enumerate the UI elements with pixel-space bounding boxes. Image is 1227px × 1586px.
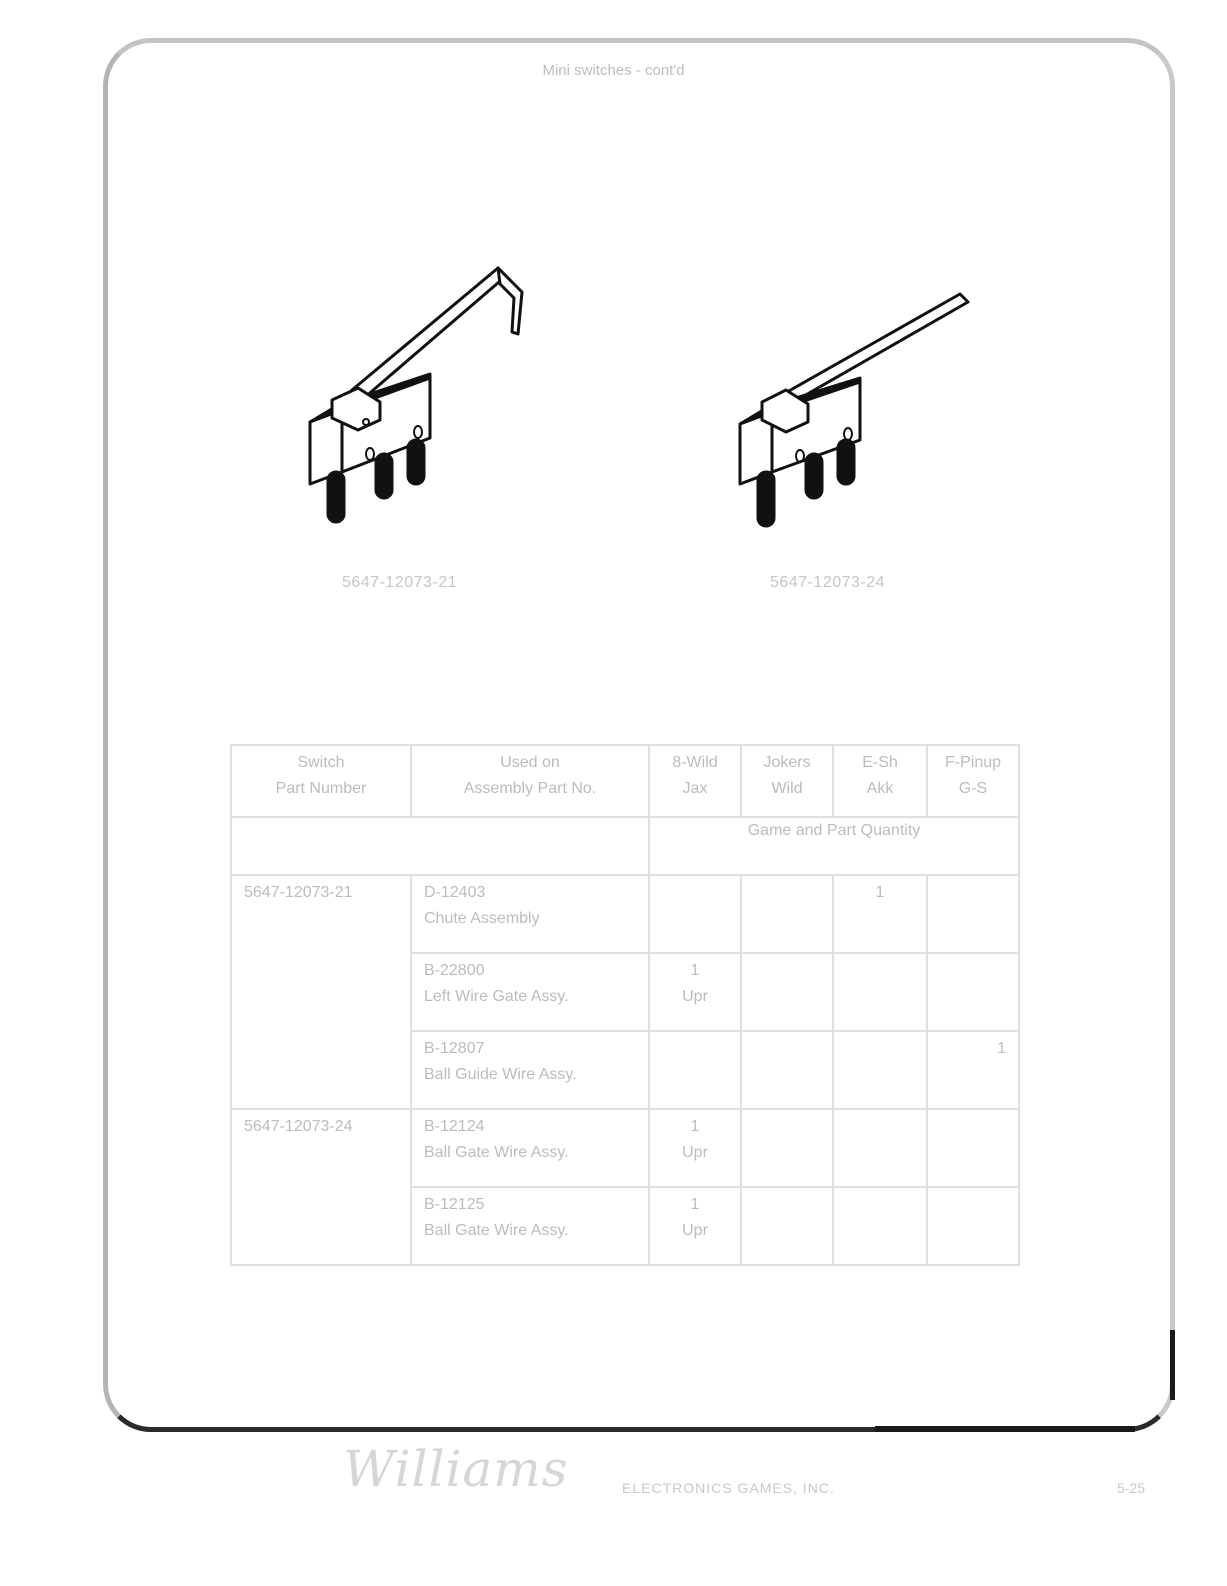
quantity-cell <box>649 1031 741 1109</box>
assembly-description: Ball Gate Wire Assy. <box>424 1144 569 1161</box>
assembly-part-number: B-12125 <box>424 1196 485 1213</box>
quantity-cell <box>741 1109 833 1187</box>
page-header: Mini switches - cont'd <box>542 62 685 79</box>
parts-usage-table <box>230 744 1020 1266</box>
company-name: ELECTRONICS GAMES, INC. <box>622 1480 835 1496</box>
quantity-cell <box>649 875 741 953</box>
assembly-part-number: B-12124 <box>424 1118 485 1135</box>
column-header: Switch Part Number <box>231 745 411 817</box>
assembly-part-number: B-22800 <box>424 962 485 979</box>
quantity-cell: 1 Upr <box>649 1187 741 1265</box>
quantity-cell <box>833 1187 927 1265</box>
figure-caption: 5647-12073-24 <box>770 574 886 591</box>
assembly-cell <box>411 1187 649 1265</box>
page-number: 5-25 <box>1117 1480 1146 1496</box>
column-header: E-Sh Akk <box>833 745 927 817</box>
quantity-cell: 1 <box>833 875 927 953</box>
column-header: 8-Wild Jax <box>649 745 741 817</box>
assembly-description: Ball Gate Wire Assy. <box>424 1222 569 1239</box>
quantity-cell <box>927 875 1019 953</box>
game-quantity-subheader: Game and Part Quantity <box>649 817 1019 875</box>
quantity-cell <box>741 1031 833 1109</box>
quantity-cell: 1 Upr <box>649 1109 741 1187</box>
quantity-cell <box>927 1187 1019 1265</box>
switch-part-number: 5647-12073-24 <box>231 1109 411 1265</box>
assembly-description: Chute Assembly <box>424 910 540 927</box>
table-header-row <box>231 745 1019 817</box>
assembly-description: Ball Guide Wire Assy. <box>424 1066 577 1083</box>
assembly-cell <box>411 953 649 1031</box>
quantity-cell <box>927 1109 1019 1187</box>
page-border-shadow-right <box>1170 1330 1175 1400</box>
blank-cell <box>231 817 649 875</box>
figure-caption: 5647-12073-21 <box>342 574 458 591</box>
quantity-cell <box>741 1187 833 1265</box>
quantity-cell <box>833 953 927 1031</box>
quantity-cell <box>833 1031 927 1109</box>
column-header: F-Pinup G-S <box>927 745 1019 817</box>
assembly-description: Left Wire Gate Assy. <box>424 988 569 1005</box>
quantity-cell <box>833 1109 927 1187</box>
quantity-cell: 1 <box>927 1031 1019 1109</box>
column-header: Used on Assembly Part No. <box>411 745 649 817</box>
quantity-cell <box>741 875 833 953</box>
assembly-part-number: B-12807 <box>424 1040 485 1057</box>
quantity-cell <box>741 953 833 1031</box>
williams-logo: Williams <box>343 1440 569 1498</box>
assembly-cell <box>411 1031 649 1109</box>
column-header: Jokers Wild <box>741 745 833 817</box>
switch-part-number: 5647-12073-21 <box>231 875 411 1109</box>
assembly-cell <box>411 875 649 953</box>
table-subheader-row <box>231 817 1019 875</box>
mini-switch-bent-lever-illustration <box>300 262 540 532</box>
assembly-part-number: D-12403 <box>424 884 486 901</box>
mini-switch-straight-lever-illustration <box>730 288 980 533</box>
assembly-cell <box>411 1109 649 1187</box>
quantity-cell: 1 Upr <box>649 953 741 1031</box>
table-row <box>231 1109 1019 1187</box>
table-row <box>231 875 1019 953</box>
page-border-shadow <box>875 1426 1135 1432</box>
quantity-cell <box>927 953 1019 1031</box>
